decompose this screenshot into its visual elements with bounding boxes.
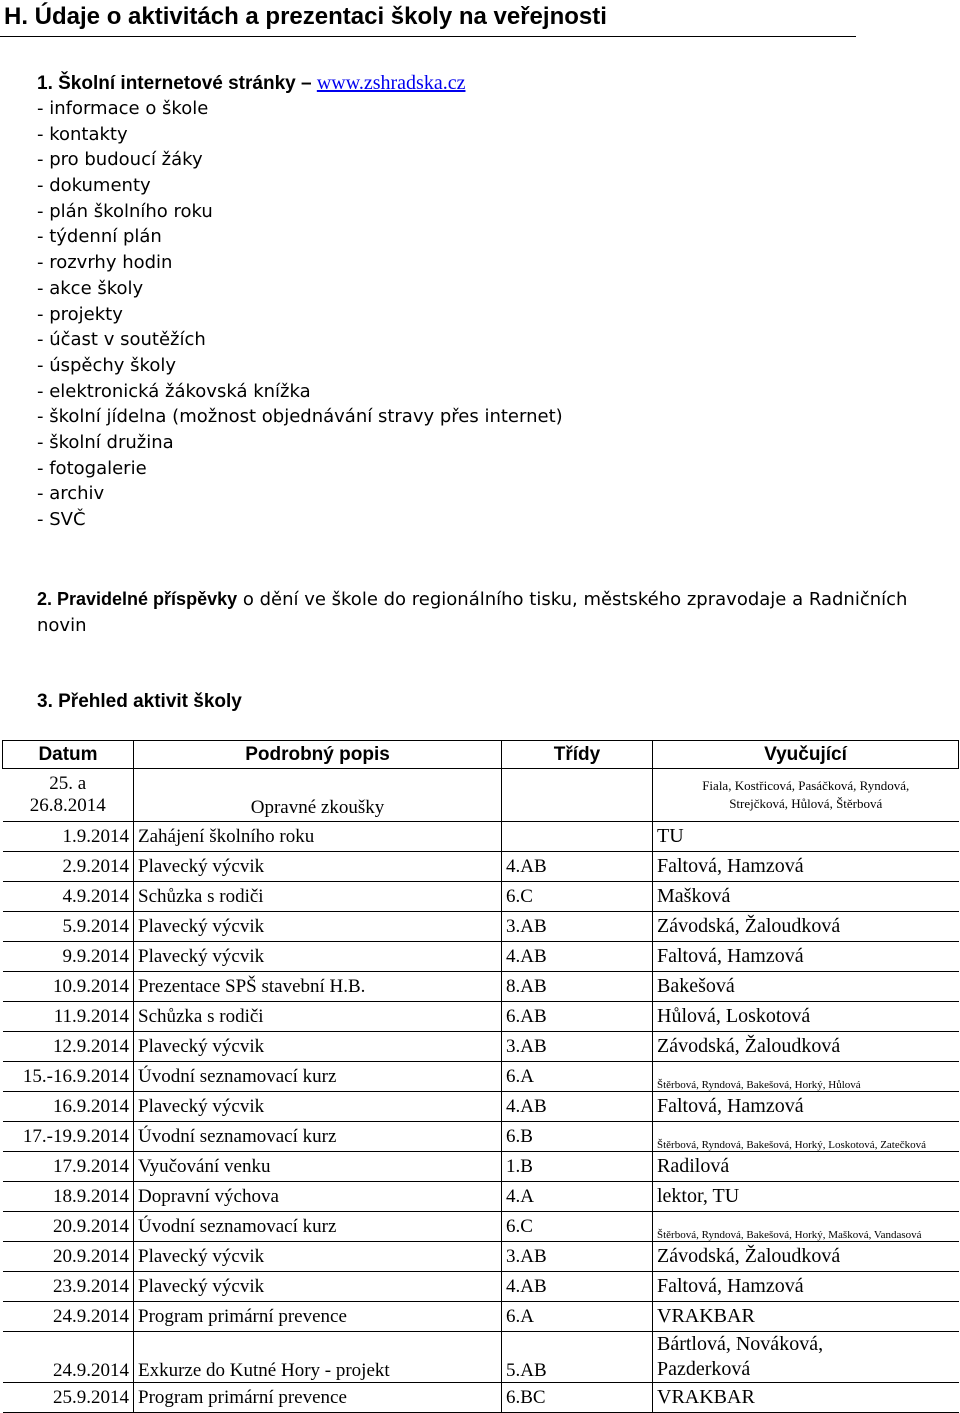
cell-date: 4.9.2014 xyxy=(3,882,134,912)
cell-teachers xyxy=(653,769,959,822)
list-item: - fotogalerie xyxy=(37,457,147,479)
cell-teachers: lektor, TU xyxy=(653,1182,959,1212)
table-row xyxy=(3,1062,959,1092)
cell-classes: 3.AB xyxy=(502,1032,653,1062)
list-item: - informace o škole xyxy=(37,98,209,119)
cell-description: Vyučování venku xyxy=(134,1152,502,1182)
cell-classes: 3.AB xyxy=(502,912,653,942)
cell-description: Plavecký výcvik xyxy=(134,1242,502,1272)
cell-teachers: Faltová, Hamzová xyxy=(653,1092,959,1122)
cell-date: 24.9.2014 xyxy=(3,1302,134,1332)
cell-date: 15.-16.9.2014 xyxy=(3,1062,134,1092)
cell-date: 20.9.2014 xyxy=(3,1242,134,1272)
cell-date: 10.9.2014 xyxy=(3,972,134,1002)
cell-classes: 4.AB xyxy=(502,942,653,972)
cell-date: 16.9.2014 xyxy=(3,1092,134,1122)
cell-classes: 6.C xyxy=(502,1212,653,1242)
list-item: - rozvrhy hodin xyxy=(37,252,173,274)
list-item: - týdenní plán xyxy=(37,226,162,248)
table-row xyxy=(3,1002,959,1032)
cell-teachers: Závodská, Žaloudková xyxy=(653,912,959,942)
cell-teachers-line: Bártlová, Nováková, xyxy=(657,1333,824,1355)
cell-classes xyxy=(502,769,653,822)
cell-description: Exkurze do Kutné Hory - projekt xyxy=(134,1332,502,1383)
cell-classes: 6.B xyxy=(502,1122,653,1152)
table-row xyxy=(3,912,959,942)
header-date: Datum xyxy=(3,741,134,769)
cell-teachers: Mašková xyxy=(653,882,959,912)
cell-description: Úvodní seznamovací kurz xyxy=(134,1122,502,1152)
cell-classes: 1.B xyxy=(502,1152,653,1182)
table-row xyxy=(3,1302,959,1332)
table-row xyxy=(3,1212,959,1242)
cell-teachers: Faltová, Hamzová xyxy=(653,1272,959,1302)
cell-classes: 4.AB xyxy=(502,1272,653,1302)
section-activities-title: 3. Přehled aktivit školy xyxy=(37,691,242,712)
cell-classes: 6.A xyxy=(502,1062,653,1092)
cell-teachers: Hůlová, Loskotová xyxy=(653,1002,959,1032)
list-item: - kontakty xyxy=(37,123,128,145)
page-heading: H. Údaje o aktivitách a prezentaci školy na veřejnosti xyxy=(0,2,856,37)
table-row xyxy=(3,822,959,852)
section-press xyxy=(37,586,917,639)
table-row xyxy=(3,1122,959,1152)
list-item: - SVČ xyxy=(37,509,86,530)
section-press-bold: 2. Pravidelné příspěvky xyxy=(37,589,238,609)
section-press-text: o dění ve škole do regionálního tisku, městského zpravodaje a Radničních novin xyxy=(37,589,908,636)
cell-description: Plavecký výcvik xyxy=(134,912,502,942)
table-header-row xyxy=(3,741,959,769)
cell-classes: 4.AB xyxy=(502,1092,653,1122)
header-description: Podrobný popis xyxy=(134,741,502,769)
cell-teachers: Štěrbová, Ryndová, Bakešová, Horký, Mašková, Vandasová xyxy=(653,1212,959,1242)
list-item: - akce školy xyxy=(37,277,144,299)
cell-date-line: 26.8.2014 xyxy=(29,795,106,816)
cell-teachers: Závodská, Žaloudková xyxy=(653,1032,959,1062)
table-row xyxy=(3,769,959,822)
cell-teachers: Závodská, Žaloudková xyxy=(653,1242,959,1272)
cell-teachers: Radilová xyxy=(653,1152,959,1182)
table-row xyxy=(3,1332,959,1383)
cell-teachers xyxy=(653,1332,959,1383)
header-classes: Třídy xyxy=(502,741,653,769)
cell-description: Zahájení školního roku xyxy=(134,822,502,852)
list-item: - pro budoucí žáky xyxy=(37,149,203,171)
cell-teachers-line: Strejčková, Hůlová, Štěrbová xyxy=(729,796,883,811)
cell-classes: 8.AB xyxy=(502,972,653,1002)
cell-date: 23.9.2014 xyxy=(3,1272,134,1302)
cell-description: Opravné zkoušky xyxy=(134,769,502,822)
cell-description: Plavecký výcvik xyxy=(134,1272,502,1302)
cell-date: 9.9.2014 xyxy=(3,942,134,972)
cell-description: Schůzka s rodiči xyxy=(134,882,502,912)
cell-date: 18.9.2014 xyxy=(3,1182,134,1212)
table-row xyxy=(3,882,959,912)
cell-description: Program primární prevence xyxy=(134,1302,502,1332)
table-row xyxy=(3,1152,959,1182)
header-teachers: Vyučující xyxy=(653,741,959,769)
cell-classes: 4.A xyxy=(502,1182,653,1212)
cell-description: Dopravní výchova xyxy=(134,1182,502,1212)
cell-description: Úvodní seznamovací kurz xyxy=(134,1212,502,1242)
cell-teachers: Štěrbová, Ryndová, Bakešová, Horký, Hůlová xyxy=(653,1062,959,1092)
cell-description: Plavecký výcvik xyxy=(134,942,502,972)
cell-date: 17.9.2014 xyxy=(3,1152,134,1182)
cell-date-line: 25. a xyxy=(49,773,87,794)
cell-teachers-line: Fiala, Kostřicová, Pasáčková, Ryndová, xyxy=(702,778,910,793)
list-item: - dokumenty xyxy=(37,175,151,197)
cell-date: 24.9.2014 xyxy=(3,1332,134,1383)
list-item: - školní jídelna (možnost objednávání stravy přes internet) xyxy=(37,406,563,428)
section-web-title xyxy=(37,70,465,97)
cell-teachers-line: Pazderková xyxy=(657,1358,751,1380)
cell-description: Úvodní seznamovací kurz xyxy=(134,1062,502,1092)
school-website-link[interactable]: www.zshradska.cz xyxy=(316,72,466,94)
cell-teachers: Faltová, Hamzová xyxy=(653,942,959,972)
cell-description: Schůzka s rodiči xyxy=(134,1002,502,1032)
cell-date: 5.9.2014 xyxy=(3,912,134,942)
cell-description: Plavecký výcvik xyxy=(134,1032,502,1062)
cell-description: Plavecký výcvik xyxy=(134,852,502,882)
cell-classes: 5.AB xyxy=(502,1332,653,1383)
cell-teachers: VRAKBAR xyxy=(653,1302,959,1332)
cell-teachers: VRAKBAR xyxy=(653,1383,959,1413)
table-row xyxy=(3,1242,959,1272)
cell-date: 2.9.2014 xyxy=(3,852,134,882)
table-row xyxy=(3,1182,959,1212)
activities-table xyxy=(2,740,959,1413)
cell-date: 25.9.2014 xyxy=(3,1383,134,1413)
cell-classes: 6.BC xyxy=(502,1383,653,1413)
cell-classes xyxy=(502,822,653,852)
table-row xyxy=(3,1272,959,1302)
cell-description: Program primární prevence xyxy=(134,1383,502,1413)
list-item: - archiv xyxy=(37,483,105,505)
cell-teachers: Bakešová xyxy=(653,972,959,1002)
cell-date: 12.9.2014 xyxy=(3,1032,134,1062)
cell-description: Prezentace SPŠ stavební H.B. xyxy=(134,972,502,1002)
cell-description: Plavecký výcvik xyxy=(134,1092,502,1122)
table-row xyxy=(3,852,959,882)
table-row xyxy=(3,1092,959,1122)
table-row xyxy=(3,972,959,1002)
cell-classes: 3.AB xyxy=(502,1242,653,1272)
list-item: - školní družina xyxy=(37,431,174,453)
cell-classes: 6.C xyxy=(502,882,653,912)
cell-date: 17.-19.9.2014 xyxy=(3,1122,134,1152)
cell-classes: 4.AB xyxy=(502,852,653,882)
cell-date: 1.9.2014 xyxy=(3,822,134,852)
cell-date: 20.9.2014 xyxy=(3,1212,134,1242)
table-row xyxy=(3,1032,959,1062)
list-item: - úspěchy školy xyxy=(37,354,177,376)
cell-teachers: Štěrbová, Ryndová, Bakešová, Horký, Loskotová, Zatečková xyxy=(653,1122,959,1152)
cell-date: 11.9.2014 xyxy=(3,1002,134,1032)
list-item: - projekty xyxy=(37,303,123,325)
cell-teachers: Faltová, Hamzová xyxy=(653,852,959,882)
website-contents-list xyxy=(37,96,563,533)
cell-classes: 6.A xyxy=(502,1302,653,1332)
table-row xyxy=(3,942,959,972)
list-item: - elektronická žákovská knížka xyxy=(37,380,311,402)
table-row xyxy=(3,1383,959,1413)
cell-classes: 6.AB xyxy=(502,1002,653,1032)
list-item: - plán školního roku xyxy=(37,200,213,222)
section-web-title-text: 1. Školní internetové stránky – xyxy=(37,73,312,94)
list-item: - účast v soutěžích xyxy=(37,329,206,351)
cell-date xyxy=(3,769,134,822)
cell-teachers: TU xyxy=(653,822,959,852)
